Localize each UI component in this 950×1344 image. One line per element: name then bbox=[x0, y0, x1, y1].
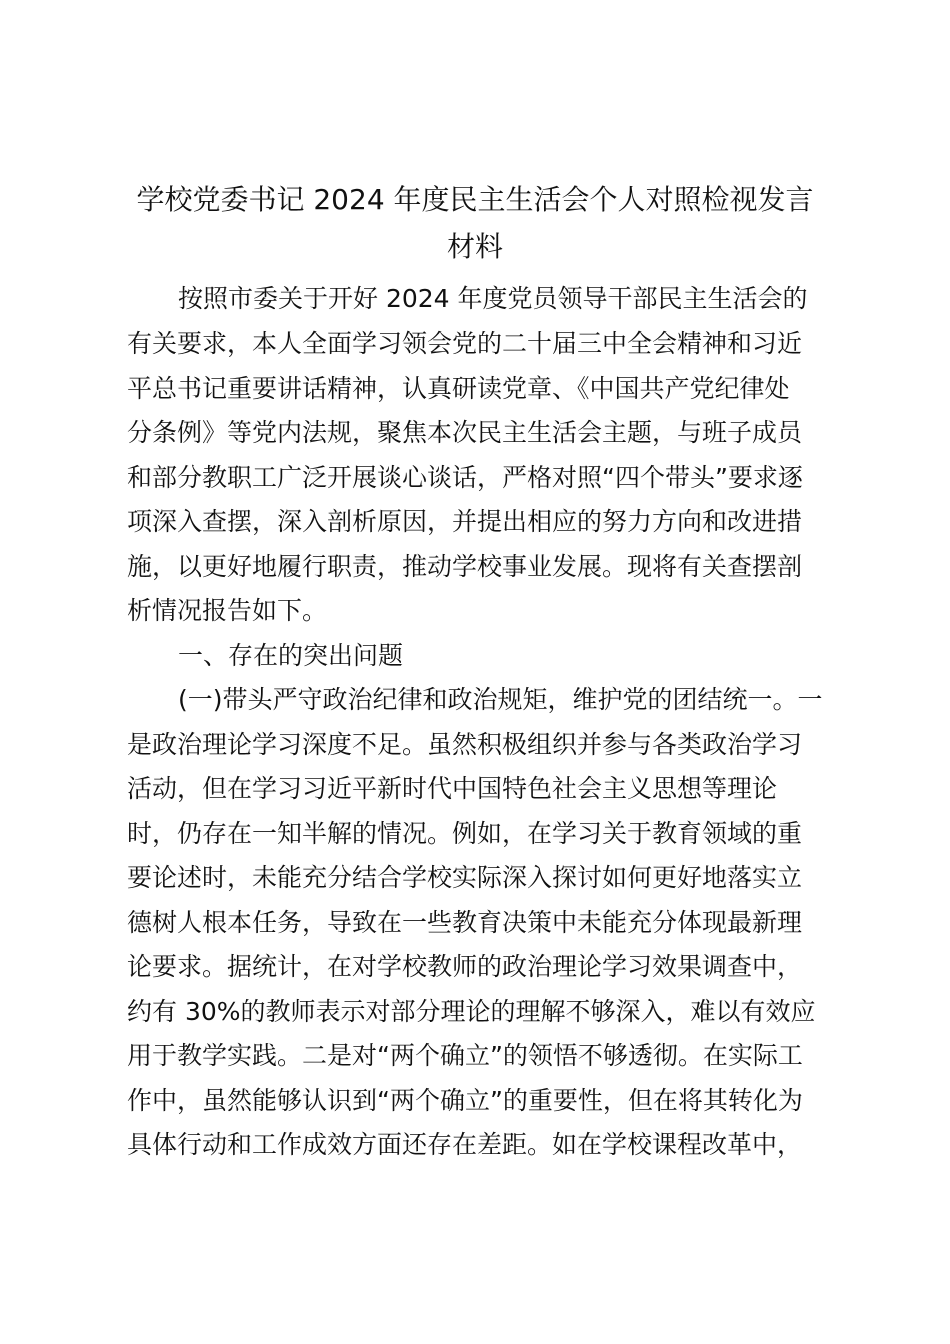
body-line: (一)带头严守政治纪律和政治规矩，维护党的团结统一。一 bbox=[178, 685, 823, 714]
body-line: 时，仍存在一知半解的情况。例如，在学习关于教育领域的重 bbox=[127, 819, 803, 848]
body-line: 按照市委关于开好 2024 年度党员领导干部民主生活会的 bbox=[178, 284, 808, 313]
body-line: 活动，但在学习习近平新时代中国特色社会主义思想等理论 bbox=[127, 774, 778, 803]
body-line: 和部分教职工广泛开展谈心谈话，严格对照“四个带头”要求逐 bbox=[127, 463, 803, 492]
body-line: 有关要求，本人全面学习领会党的二十届三中全会精神和习近 bbox=[127, 329, 803, 358]
body-line: 项深入查摆，深入剖析原因，并提出相应的努力方向和改进措 bbox=[127, 507, 803, 536]
body-line: 施，以更好地履行职责，推动学校事业发展。现将有关查摆剖 bbox=[127, 552, 803, 581]
body-line: 析情况报告如下。 bbox=[127, 596, 328, 625]
body-line: 具体行动和工作成效方面还存在差距。如在学校课程改革中， bbox=[127, 1130, 803, 1159]
body-line: 作中，虽然能够认识到“两个确立”的重要性，但在将其转化为 bbox=[127, 1086, 803, 1115]
body-line: 论要求。据统计，在对学校教师的政治理论学习效果调查中， bbox=[127, 952, 803, 981]
body-line: 是政治理论学习深度不足。虽然积极组织并参与各类政治学习 bbox=[127, 730, 803, 759]
body-line: 要论述时，未能充分结合学校实际深入探讨如何更好地落实立 bbox=[127, 863, 803, 892]
body-line: 德树人根本任务，导致在一些教育决策中未能充分体现最新理 bbox=[127, 908, 803, 937]
document-title-line-1: 学校党委书记 2024 年度民主生活会个人对照检视发言 bbox=[136, 183, 814, 216]
body-line: 平总书记重要讲话精神，认真研读党章、《中国共产党纪律处 bbox=[127, 374, 790, 403]
body-line: 分条例》等党内法规，聚焦本次民主生活会主题，与班子成员 bbox=[127, 418, 803, 447]
body-line: 用于教学实践。二是对“两个确立”的领悟不够透彻。在实际工 bbox=[127, 1041, 803, 1070]
body-line: 约有 30%的教师表示对部分理论的理解不够深入，难以有效应 bbox=[127, 997, 816, 1026]
document-title-line-2: 材料 bbox=[446, 230, 503, 263]
section-heading: 一、存在的突出问题 bbox=[178, 641, 404, 670]
